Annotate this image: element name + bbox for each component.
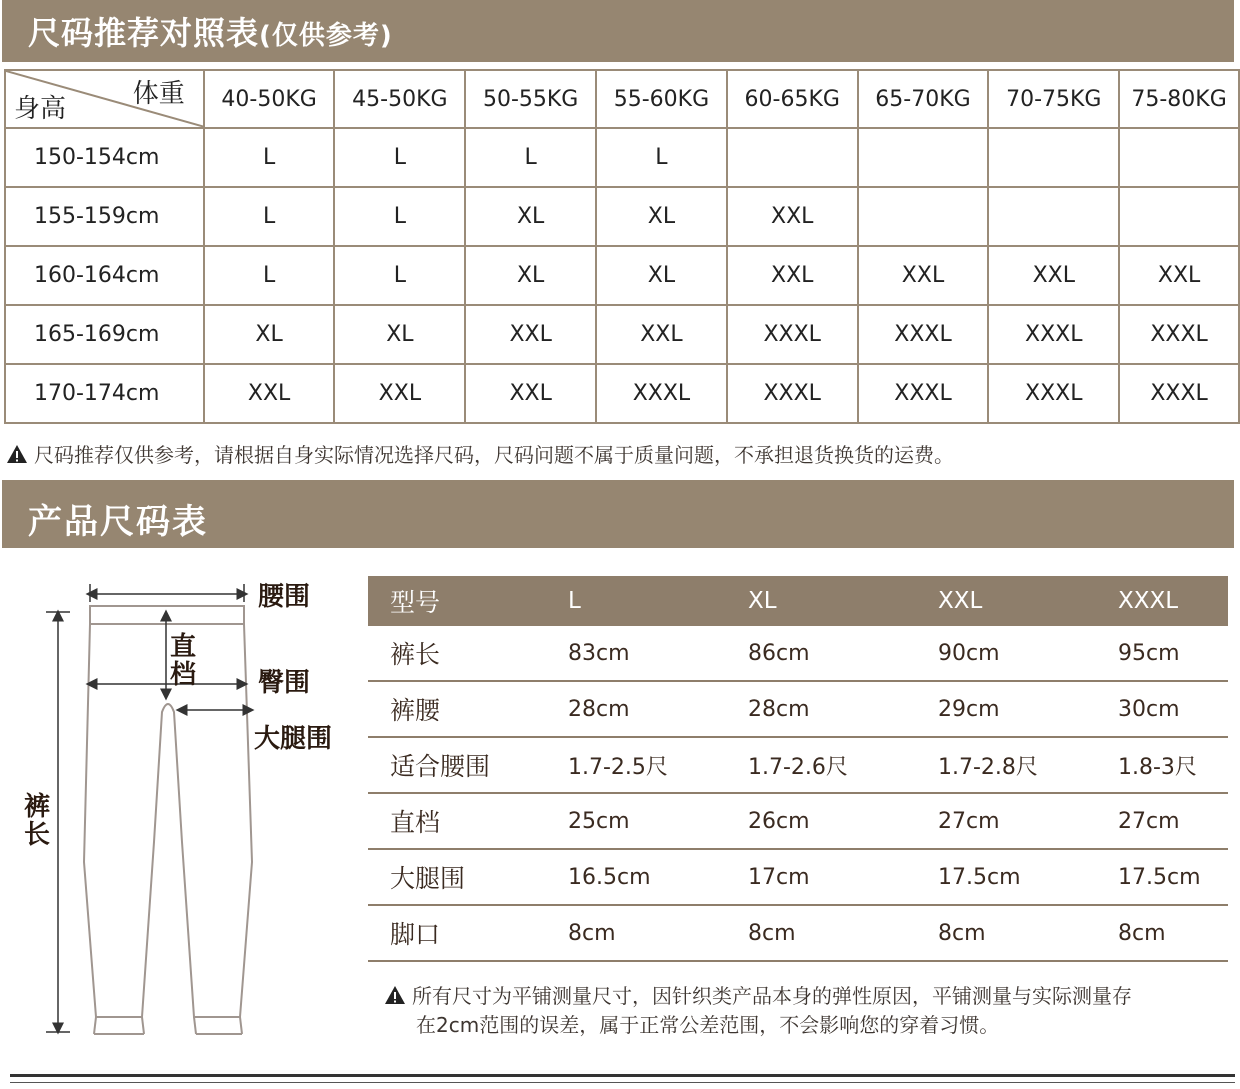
recommended-size-cell: XXXL (988, 305, 1119, 364)
recommended-size-cell: XXL (988, 246, 1119, 305)
recommended-size-cell: XXL (465, 305, 596, 364)
corner-cell (5, 70, 204, 128)
spec-row-label: 脚口 (368, 905, 568, 961)
measurement-note (384, 982, 1132, 1040)
weight-column-header: 60-65KG (727, 70, 858, 128)
spec-value-cell: 27cm (1118, 793, 1228, 849)
recommendation-note-text: 尺码推荐仅供参考，请根据自身实际情况选择尺码，尺码问题不属于质量问题，不承担退货换货的运费。 (34, 443, 954, 467)
recommended-size-cell: XL (596, 246, 727, 305)
recommended-size-cell: L (204, 246, 335, 305)
recommended-size-cell: L (596, 128, 727, 187)
spec-header-size: XXXL (1118, 576, 1228, 626)
recommendation-row (5, 128, 1239, 187)
spec-row (368, 626, 1228, 681)
product-title: 产品尺码表 (28, 502, 208, 542)
recommendation-row (5, 364, 1239, 423)
waist-label: 腰围 (258, 582, 311, 612)
recommendation-banner (2, 0, 1234, 62)
pants-diagram (18, 572, 358, 1056)
spec-value-cell: 83cm (568, 626, 748, 681)
recommended-size-cell: XXL (596, 305, 727, 364)
spec-header-size: XL (748, 576, 938, 626)
corner-weight-label: 体重 (132, 79, 185, 109)
spec-row-label: 适合腰围 (368, 737, 568, 793)
recommended-size-cell: XXL (1119, 246, 1239, 305)
spec-value-cell: 1.8-3尺 (1118, 737, 1228, 793)
recommended-size-cell (1119, 187, 1239, 246)
recommended-size-cell (858, 128, 989, 187)
weight-column-header: 40-50KG (204, 70, 335, 128)
recommended-size-cell: XXXL (858, 364, 989, 423)
recommended-size-cell: L (204, 187, 335, 246)
hip-label: 臀围 (258, 668, 311, 698)
height-range-cell: 150-154cm (5, 128, 204, 187)
recommended-size-cell: XXL (334, 364, 465, 423)
recommendation-note (6, 439, 954, 468)
size-recommendation-table (4, 69, 1240, 424)
recommendation-title-text: 尺码推荐对照表 (28, 14, 260, 52)
spec-value-cell: 90cm (938, 626, 1118, 681)
spec-value-cell: 17.5cm (938, 849, 1118, 905)
recommended-size-cell: XXL (727, 187, 858, 246)
recommended-size-cell: XXXL (1119, 364, 1239, 423)
recommended-size-cell: XXXL (727, 364, 858, 423)
recommended-size-cell: XXL (727, 246, 858, 305)
spec-row-label: 直档 (368, 793, 568, 849)
spec-row (368, 737, 1228, 793)
spec-row-label: 大腿围 (368, 849, 568, 905)
spec-row-label: 裤腰 (368, 681, 568, 737)
spec-row (368, 793, 1228, 849)
spec-row-label: 裤长 (368, 626, 568, 681)
recommendation-row (5, 187, 1239, 246)
measurement-note-line2: 在2cm范围的误差，属于正常公差范围，不会影响您的穿着习惯。 (416, 1013, 1000, 1037)
length-label-1: 裤 (24, 792, 51, 822)
product-size-table (368, 576, 1228, 962)
thigh-label: 大腿围 (254, 724, 333, 754)
recommendation-row (5, 246, 1239, 305)
recommended-size-cell: XXXL (988, 364, 1119, 423)
spec-value-cell: 29cm (938, 681, 1118, 737)
spec-value-cell: 86cm (748, 626, 938, 681)
recommended-size-cell: XL (596, 187, 727, 246)
spec-value-cell: 8cm (1118, 905, 1228, 961)
recommended-size-cell: XXXL (858, 305, 989, 364)
recommendation-header-row (5, 70, 1239, 128)
corner-height-label: 身高 (14, 94, 67, 124)
spec-value-cell: 30cm (1118, 681, 1228, 737)
spec-value-cell: 17cm (748, 849, 938, 905)
recommended-size-cell: XL (204, 305, 335, 364)
recommended-size-cell (858, 187, 989, 246)
recommended-size-cell: L (334, 128, 465, 187)
recommendation-row (5, 305, 1239, 364)
spec-row (368, 905, 1228, 961)
weight-column-header: 45-50KG (334, 70, 465, 128)
spec-header-size: L (568, 576, 748, 626)
spec-value-cell: 28cm (568, 681, 748, 737)
recommended-size-cell (727, 128, 858, 187)
spec-value-cell: 1.7-2.5尺 (568, 737, 748, 793)
spec-row (368, 849, 1228, 905)
recommended-size-cell (988, 187, 1119, 246)
spec-value-cell: 8cm (748, 905, 938, 961)
recommended-size-cell: XL (465, 187, 596, 246)
recommended-size-cell: XL (465, 246, 596, 305)
spec-value-cell: 28cm (748, 681, 938, 737)
weight-column-header: 65-70KG (858, 70, 989, 128)
weight-column-header: 50-55KG (465, 70, 596, 128)
weight-column-header: 70-75KG (988, 70, 1119, 128)
recommended-size-cell: XXL (465, 364, 596, 423)
recommended-size-cell: XL (334, 305, 465, 364)
rise-label-1: 直 (170, 632, 197, 662)
recommended-size-cell: L (334, 246, 465, 305)
recommended-size-cell: XXL (204, 364, 335, 423)
length-label-2: 长 (24, 820, 51, 850)
spec-value-cell: 27cm (938, 793, 1118, 849)
spec-value-cell: 8cm (568, 905, 748, 961)
bottom-divider-thin (10, 1082, 1235, 1083)
recommended-size-cell: L (204, 128, 335, 187)
recommended-size-cell: XXXL (596, 364, 727, 423)
spec-header-row (368, 576, 1228, 626)
recommended-size-cell: XXXL (727, 305, 858, 364)
product-banner (2, 480, 1234, 548)
recommended-size-cell: L (465, 128, 596, 187)
measurement-note-line1: 所有尺寸为平铺测量尺寸，因针织类产品本身的弹性原因，平铺测量与实际测量存 (412, 984, 1132, 1008)
spec-value-cell: 1.7-2.8尺 (938, 737, 1118, 793)
weight-column-header: 55-60KG (596, 70, 727, 128)
height-range-cell: 160-164cm (5, 246, 204, 305)
spec-value-cell: 8cm (938, 905, 1118, 961)
spec-value-cell: 25cm (568, 793, 748, 849)
bottom-divider (10, 1074, 1235, 1077)
warning-icon (6, 444, 28, 464)
recommended-size-cell: XXXL (1119, 305, 1239, 364)
spec-value-cell: 26cm (748, 793, 938, 849)
spec-header-model: 型号 (368, 576, 568, 626)
recommendation-title (28, 8, 393, 54)
recommended-size-cell (1119, 128, 1239, 187)
recommended-size-cell: L (334, 187, 465, 246)
recommended-size-cell (988, 128, 1119, 187)
weight-column-header: 75-80KG (1119, 70, 1239, 128)
height-range-cell: 155-159cm (5, 187, 204, 246)
spec-value-cell: 95cm (1118, 626, 1228, 681)
spec-value-cell: 17.5cm (1118, 849, 1228, 905)
spec-value-cell: 16.5cm (568, 849, 748, 905)
height-range-cell: 170-174cm (5, 364, 204, 423)
rise-label-2: 档 (170, 660, 197, 690)
spec-header-size: XXL (938, 576, 1118, 626)
spec-value-cell: 1.7-2.6尺 (748, 737, 938, 793)
height-range-cell: 165-169cm (5, 305, 204, 364)
spec-row (368, 681, 1228, 737)
recommended-size-cell: XXL (858, 246, 989, 305)
recommendation-title-note: (仅供参考) (259, 21, 393, 51)
warning-icon (384, 985, 406, 1005)
